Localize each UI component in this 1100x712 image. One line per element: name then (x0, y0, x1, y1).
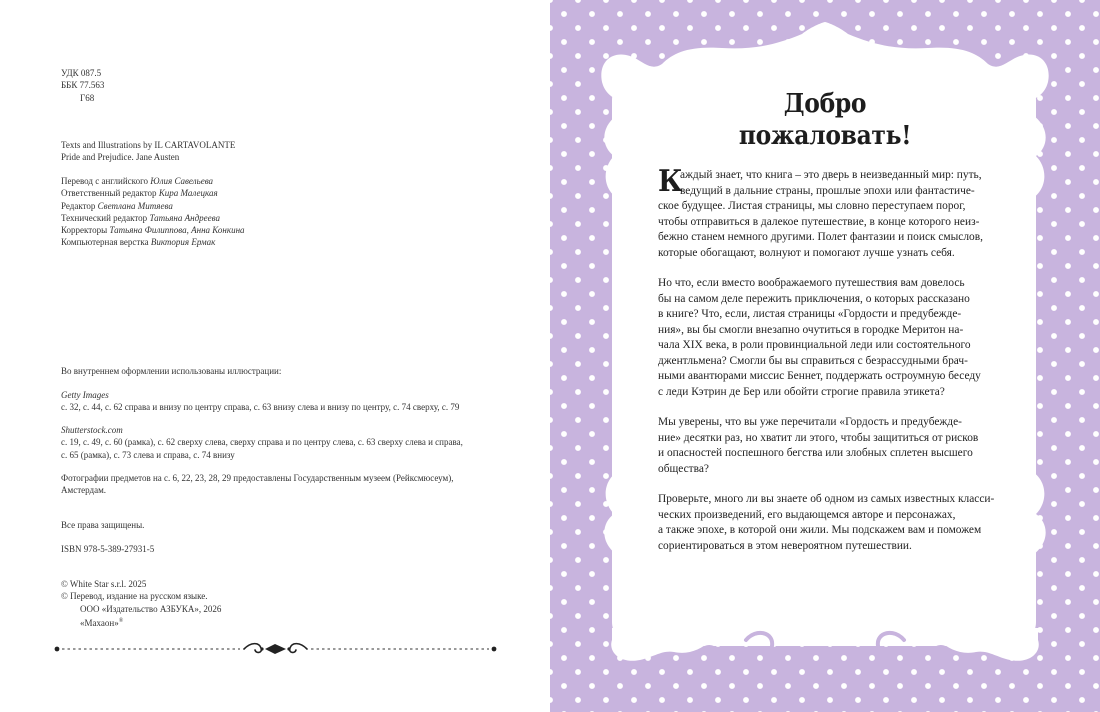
text-line: ния», вы бы смогли внезапно очутиться в городке Меритон на- (658, 323, 964, 336)
staff-credits (61, 175, 245, 249)
getty-credit (61, 389, 459, 414)
getty-pages: с. 32, с. 44, с. 62 справа и внизу по центру справа, с. 63 внизу слева и внизу по центру, с. 74 сверху, с. 79 (61, 402, 460, 413)
text-line: чтобы отправиться в далекое путешествие, в конце которого неиз- (658, 215, 980, 228)
text-line: ведущий в дальние страны, прошлые эпохи или фантастиче- (680, 184, 975, 197)
text-line: ское будущее. Листая страницы, мы словно переступаем порог, (658, 200, 966, 212)
text-line: чала XIX века, в роли провинциальной леди или состоятельного (658, 339, 971, 351)
staff-line: Редактор Светлана Митяева (61, 200, 173, 211)
isbn: ISBN 978-5-389-27931-5 (61, 544, 155, 554)
ornamental-divider-icon (54, 640, 497, 658)
welcome-page (550, 0, 1100, 712)
staff-line: Корректоры Татьяна Филиппова, Анна Конкина (61, 225, 245, 236)
text-line: ными авантюрами миссис Беннет, поддержать остроумную беседу (658, 370, 981, 382)
credit-line: Pride and Prejudice. Jane Austen (61, 152, 180, 163)
page-title (700, 88, 950, 152)
title-line: Добро (783, 89, 867, 119)
text-line: общества? (658, 462, 709, 475)
title-line: пожаловать! (738, 121, 912, 151)
staff-line: Ответственный редактор Кира Малецкая (61, 188, 218, 199)
museum-line: Фотографии предметов на с. 6, 22, 23, 28, 29 предоставлены Государственным музеем (Рейксмюсеум), (61, 473, 454, 483)
copyright-line: © White Star s.r.l. 2025 (61, 579, 147, 589)
shutterstock-credit (61, 424, 463, 461)
shutterstock-source: Shutterstock.com (61, 425, 123, 435)
text-line: аждый знает, что книга – это дверь в неизведанный мир: путь, (680, 169, 982, 181)
text-line: бы на самом деле пережить приключения, о которых рассказано (658, 292, 970, 305)
rights-notice: Все права защищены. (61, 520, 145, 530)
text-line: Проверьте, много ли вы знаете об одном из самых известных класси- (658, 493, 995, 505)
bbk-line: ББК 77.563 (61, 80, 105, 91)
author-mark-line: Г68 (80, 92, 95, 103)
text-line: сориентироваться в этом невероятном путешествии. (658, 539, 912, 552)
text-line: Но что, если вместо воображаемого путешествия вам довелось (658, 277, 965, 289)
staff-line: Компьютерная верстка Виктория Ермак (61, 237, 216, 248)
illustrations-intro: Во внутреннем оформлении использованы иллюстрации: (61, 366, 282, 376)
drop-cap: К (658, 164, 683, 199)
text-line: в книге? Что, если, листая страницы «Гордости и предубежде- (658, 308, 962, 320)
registered-mark: ® (118, 617, 124, 624)
text-line: с леди Кэтрин де Бер или обойти строгие правила этикета? (658, 385, 945, 398)
paragraph (658, 492, 996, 554)
text-line: джентльмена? Смогли бы вы справиться с безрассудными брач- (658, 354, 968, 367)
paragraph (658, 276, 996, 400)
text-line: и опасностей поспешного бегства или злобных сплетен высшего (658, 447, 973, 459)
copyright-line: © Перевод, издание на русском языке. (61, 591, 208, 602)
paragraph (658, 415, 996, 477)
original-credits (61, 139, 235, 164)
museum-credit (61, 472, 453, 497)
getty-source: Getty Images (61, 390, 109, 400)
text-line: Мы уверены, что вы уже перечитали «Гордость и предубежде- (658, 416, 962, 428)
text-line: а также эпохе, в которой они жили. Мы подскажем вам и поможем (658, 524, 982, 536)
copyright-line: «Махаон»® (80, 617, 124, 628)
credit-line: Texts and Illustrations by IL CARTAVOLANTE (61, 140, 236, 150)
paragraph (658, 164, 996, 261)
text-line: которые обогащают, волнуют и помогают лучше узнать себя. (658, 246, 955, 259)
text-line: ние» десятки раз, но хватит ли этого, чтобы защититься от рисков (658, 431, 979, 444)
staff-line: Технический редактор Татьяна Андреева (61, 212, 220, 223)
copyright-line: ООО «Издательство АЗБУКА», 2026 (80, 603, 222, 614)
museum-line: Амстердам. (61, 485, 107, 496)
welcome-text (658, 164, 996, 569)
classification-block (61, 67, 104, 104)
text-line: ческих произведений, его выдающемся авторе и персонажах, (658, 508, 956, 521)
staff-line: Перевод с английского Юлия Савельева (61, 176, 214, 186)
text-line: бежно станем немного другими. Полет фантазии и поиск смыслов, (658, 231, 983, 243)
shutterstock-pages: с. 19, с. 49, с. 60 (рамка), с. 62 сверху слева, сверху справа и по центру слева, с. 63 сверху слева и справа, (61, 437, 463, 448)
copyright-block (61, 578, 221, 629)
shutterstock-pages: с. 65 (рамка), с. 73 слева и справа, с. 74 внизу (61, 449, 235, 460)
udc-line: УДК 087.5 (61, 68, 102, 78)
